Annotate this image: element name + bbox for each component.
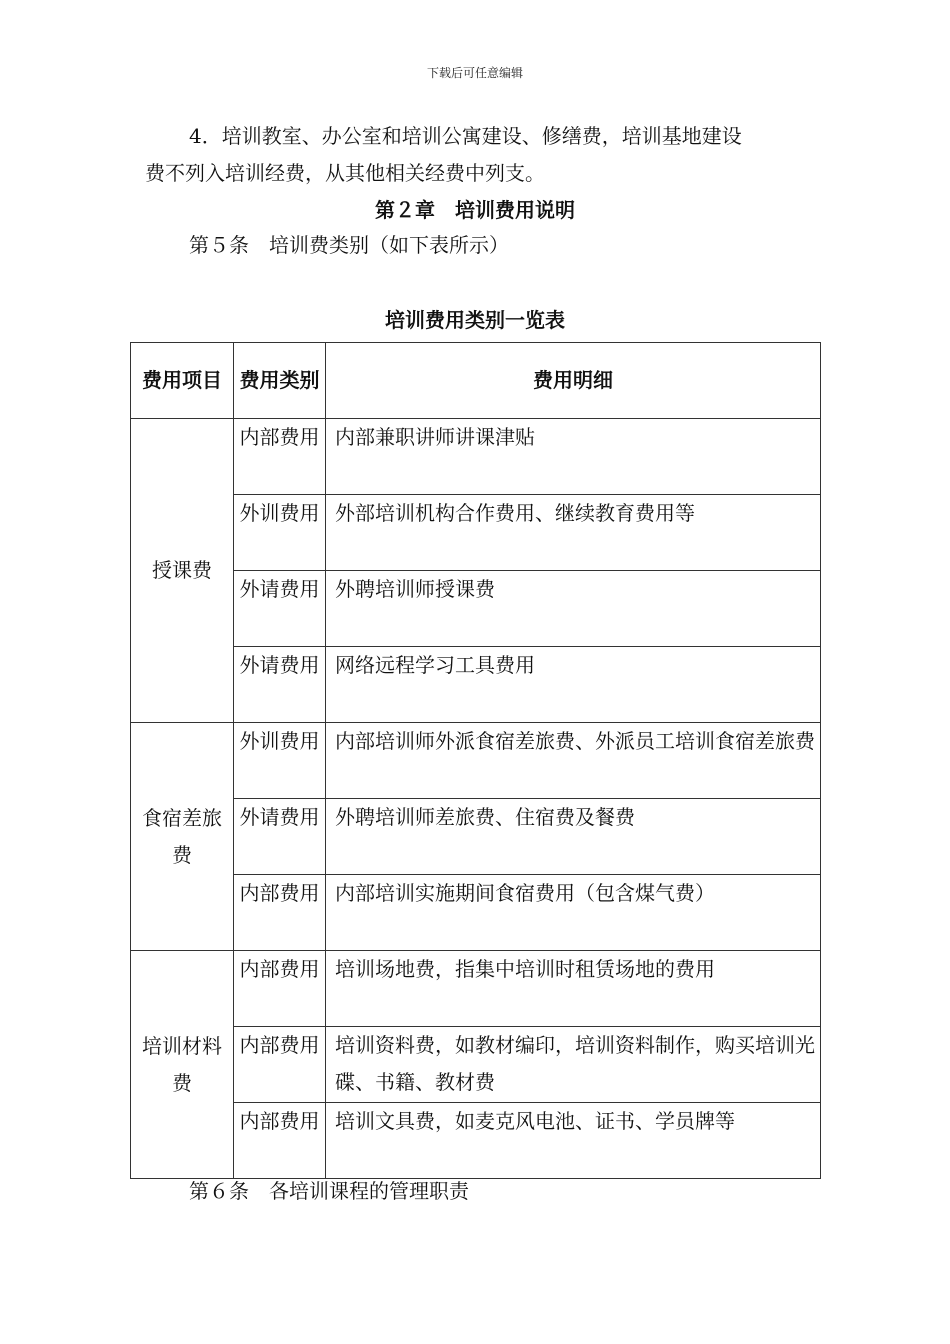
detail-cell: 培训文具费，如麦克风电池、证书、学员牌等 bbox=[326, 1103, 821, 1179]
table-row bbox=[131, 571, 821, 647]
fee-category-table bbox=[130, 342, 821, 1179]
intro-paragraph bbox=[145, 118, 815, 192]
detail-cell: 培训资料费，如教材编印，培训资料制作，购买培训光碟、书籍、教材费 bbox=[326, 1027, 821, 1103]
detail-cell: 内部培训师外派食宿差旅费、外派员工培训食宿差旅费 bbox=[326, 723, 821, 799]
table-row bbox=[131, 951, 821, 1027]
detail-cell: 外聘培训师差旅费、住宿费及餐费 bbox=[326, 799, 821, 875]
chapter-title: 第２章 培训费用说明 bbox=[375, 198, 575, 222]
detail-cell: 外聘培训师授课费 bbox=[326, 571, 821, 647]
detail-cell: 外部培训机构合作费用、继续教育费用等 bbox=[326, 495, 821, 571]
detail-cell: 内部培训实施期间食宿费用（包含煤气费） bbox=[326, 875, 821, 951]
article-6-text: 第６条 各培训课程的管理职责 bbox=[189, 1179, 469, 1203]
intro-line-2: 费不列入培训经费，从其他相关经费中列支。 bbox=[145, 161, 545, 185]
table-row bbox=[131, 875, 821, 951]
category-cell: 内部费用 bbox=[234, 1103, 326, 1179]
table-row bbox=[131, 799, 821, 875]
group-item-travel: 食宿差旅费 bbox=[131, 723, 234, 951]
intro-line-1: 4．培训教室、办公室和培训公寓建设、修缮费，培训基地建设 bbox=[189, 124, 742, 148]
category-cell: 内部费用 bbox=[234, 419, 326, 495]
detail-cell: 网络远程学习工具费用 bbox=[326, 647, 821, 723]
table-row bbox=[131, 723, 821, 799]
header-category: 费用类别 bbox=[234, 343, 326, 419]
detail-cell: 培训场地费，指集中培训时租赁场地的费用 bbox=[326, 951, 821, 1027]
category-cell: 内部费用 bbox=[234, 875, 326, 951]
table-row bbox=[131, 1027, 821, 1103]
detail-cell: 内部兼职讲师讲课津贴 bbox=[326, 419, 821, 495]
table-caption: 培训费用类别一览表 bbox=[385, 308, 565, 332]
table-row bbox=[131, 1103, 821, 1179]
table-row bbox=[131, 495, 821, 571]
table-row bbox=[131, 647, 821, 723]
header-detail: 费用明细 bbox=[326, 343, 821, 419]
table-header-row bbox=[131, 343, 821, 419]
category-cell: 内部费用 bbox=[234, 951, 326, 1027]
page-header-note: 下载后可任意编辑 bbox=[426, 66, 523, 80]
group-item-teaching: 授课费 bbox=[131, 419, 234, 723]
table-row bbox=[131, 419, 821, 495]
header-item: 费用项目 bbox=[131, 343, 234, 419]
category-cell: 内部费用 bbox=[234, 1027, 326, 1103]
category-cell: 外请费用 bbox=[234, 571, 326, 647]
article-5-text: 第５条 培训费类别（如下表所示） bbox=[189, 233, 509, 257]
category-cell: 外训费用 bbox=[234, 495, 326, 571]
group-item-materials: 培训材料费 bbox=[131, 951, 234, 1179]
category-cell: 外训费用 bbox=[234, 723, 326, 799]
category-cell: 外请费用 bbox=[234, 647, 326, 723]
category-cell: 外请费用 bbox=[234, 799, 326, 875]
